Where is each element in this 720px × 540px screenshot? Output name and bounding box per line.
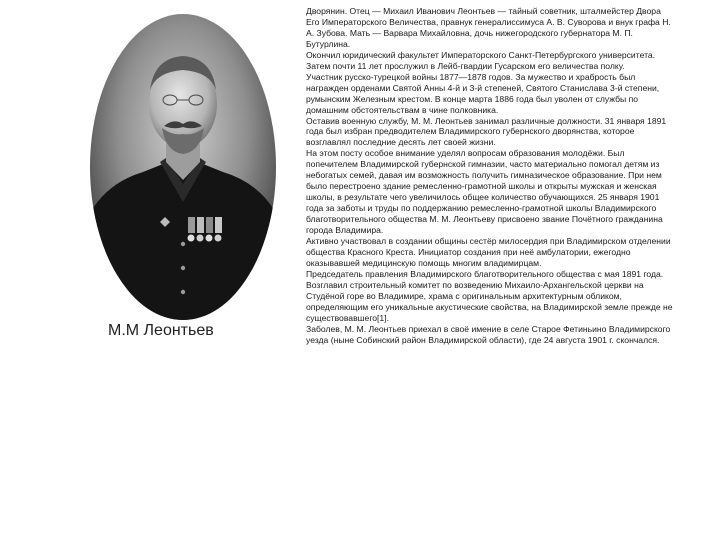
portrait-image bbox=[88, 12, 278, 322]
bio-paragraph: Дворянин. Отец — Михаил Иванович Леонтьев — тайный советник, шталмейстер Двора Его Императорского Величества, правнук генералиссимуса А. В. Суворова и внук графа Н. А. Зубова. Мать — Варвара Михайловна, дочь нижегородского губернатора М. П. Бутурлина. bbox=[306, 6, 671, 49]
biography-text bbox=[306, 6, 676, 346]
bio-paragraph: Участник русско-турецкой войны 1877—1878 годов. За мужество и храбрость был награжден орденами Святой Анны 4-й и 3-й степеней, Святого Станислава 3-й степени, румынским Железным крестом. В конце марта 1886 года был уволен от службы по домашним обстоятельствам в чине полковника. bbox=[306, 71, 660, 115]
bio-paragraph: Председатель правления Владимирского благотворительного общества с мая 1891 года. Возглавил строительный комитет по возведению Михаило-Архангельской церкви на Студёной горе во Владимире, храма с оригинальным архитектурным обликом, определяющим его уникальные акустические свойства, на Владимирской земле прежде не существовавшего[1]. bbox=[306, 268, 673, 323]
portrait-caption: М.М Леонтьев bbox=[108, 322, 214, 339]
bio-paragraph: Активно участвовал в создании общины сестёр милосердия при Владимирском отделении общества Красного Креста. Инициатор создания при неё амбулатории, ежегодно оказывавшей медицинскую помощь многим владимирцам. bbox=[306, 236, 671, 268]
bio-paragraph: Оставив военную службу, М. М. Леонтьев занимал различные должности. 31 января 1891 года был избран предводителем Владимирского губернского дворянства, которое возглавлял последние десять лет своей жизни. bbox=[306, 115, 667, 148]
bio-paragraph: На этом посту особое внимание уделял вопросам образования молодёжи. Был попечителем Владимирской губернской гимназии, часто материально помогал детям из небогатых семей, давая им возможность получить гимназическое образование. При нем было перестроено здание ремесленно-грамотной школы и открыты мужская и женская школы, в результате чего увеличилось общее количество обучающихся. 25 января 1901 года за заботы и труды по поддержанию ремесленно-грамотной школы Владимирского благотворительного общества М. М. Леонтьеву присвоено звание Почётного гражданина города Владимира. bbox=[306, 148, 663, 236]
portrait-photo bbox=[88, 12, 278, 322]
bio-paragraph: Заболев, М. М. Леонтьев приехал в своё имение в селе Старое Фетиньино Владимирского уезда (ныне Собинский район Владимирской области), где 24 августа 1901 г. скончался. bbox=[306, 323, 671, 345]
bio-paragraph: Окончил юридический факультет Императорского Санкт-Петербургского университета. Затем почти 11 лет прослужил в Лейб-гвардии Гусарском его величества полку. bbox=[306, 49, 656, 71]
